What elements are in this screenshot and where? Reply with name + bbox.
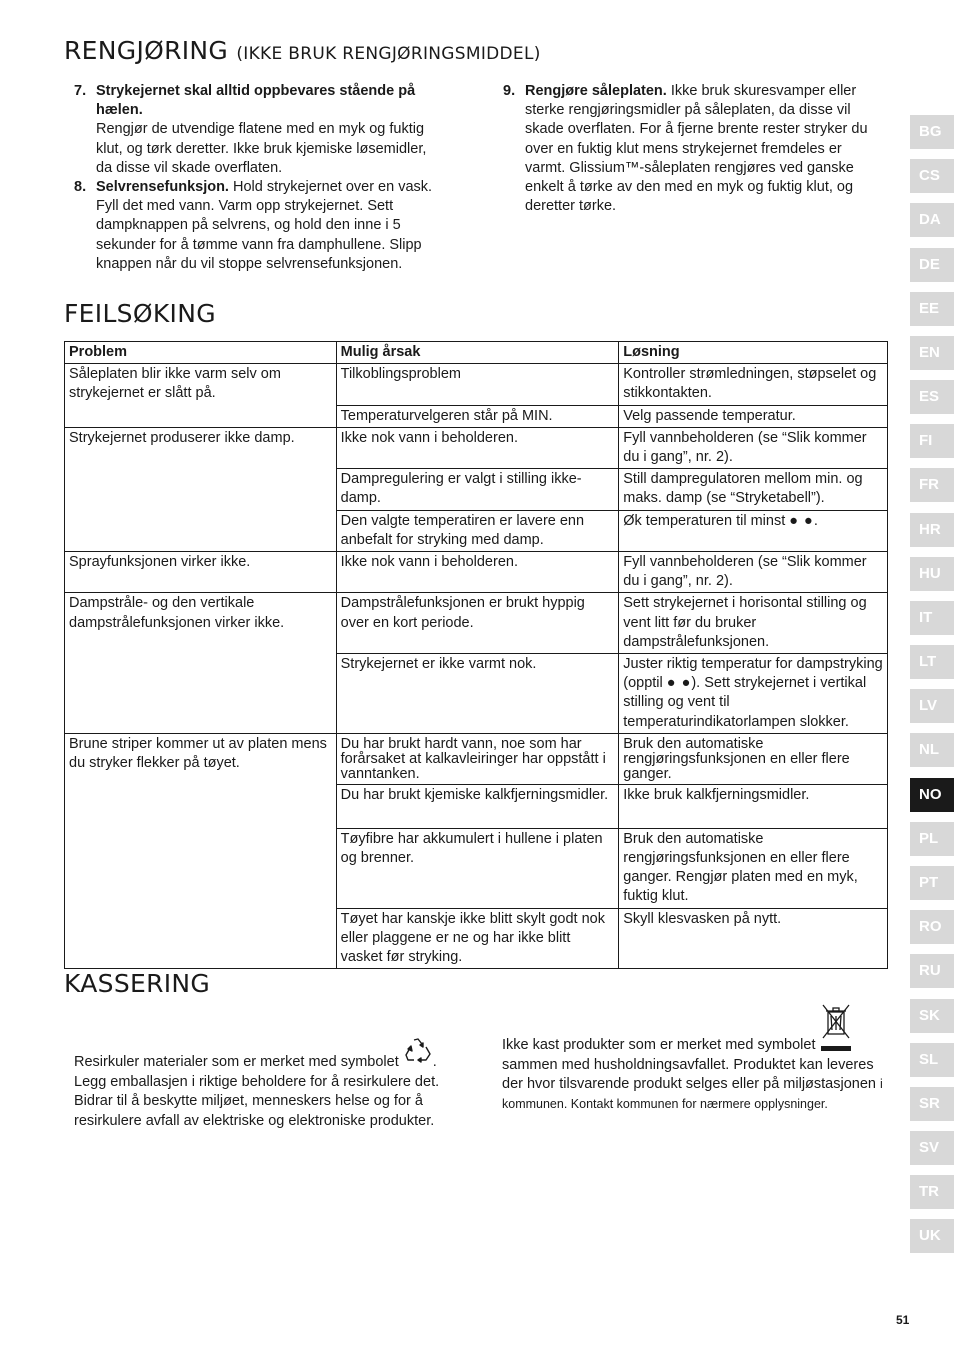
temperature-dots-icon: ● ●: [789, 512, 814, 529]
lang-tab-nl[interactable]: NL: [910, 733, 954, 767]
problem-cell: Brune striper kommer ut av platen mens du stryker flekker på tøyet.: [65, 733, 337, 968]
item-number: 9.: [503, 83, 516, 99]
problem-cell: Sprayfunksjonen virker ikke.: [65, 552, 337, 593]
header-solution: Løsning: [619, 342, 888, 364]
lang-tab-tr[interactable]: TR: [910, 1175, 954, 1209]
lang-tab-lt[interactable]: LT: [910, 645, 954, 679]
cleaning-left-column: [64, 82, 444, 274]
lang-tab-sk[interactable]: SK: [910, 999, 954, 1033]
solution-cell: [619, 510, 888, 551]
temperature-dots-icon: ● ●: [666, 675, 692, 692]
lang-tab-de[interactable]: DE: [910, 248, 954, 282]
lang-tab-it[interactable]: IT: [910, 601, 954, 635]
solution-cell: Ikke bruk kalkfjerningsmidler.: [619, 784, 888, 828]
solution-cell: Still dampregulatoren mellom min. og maks. damp (se “Stryketabell”).: [619, 469, 888, 510]
table-row: [65, 733, 888, 784]
disposal-left-b: . Legg emballasjen i riktige beholdere for å resirkulere det. Bidrar til å beskytte miljøet, menneskers helse og for å resirkulere avfall av elektriske og elektroniske produkter.: [74, 1054, 440, 1129]
lang-tab-ee[interactable]: EE: [910, 292, 954, 326]
item-text: Ikke bruk skuresvamper eller sterke rengjøringsmidler på såleplaten, da disse vil skade overflaten. For å fjerne brente rester stryker du over en fuktig klut mens strykejernet fremdeles er varmt. Glissium™-såleplaten rengjøres ved ganske enkelt å tørke av den med en myk og fuktig klut, og deretter tørke.: [525, 83, 868, 215]
solution-cell: Kontroller strømledningen, støpselet og stikkontakten.: [619, 364, 888, 405]
cause-cell: Du har brukt hardt vann, noe som har forårsaket at kalkavleiringer har oppstått i vanntanken.: [336, 733, 619, 784]
solution-end: .: [813, 512, 818, 529]
solution-cell: Fyll vannbeholderen (se “Slik kommer du i gang”, nr. 2).: [619, 552, 888, 593]
item-number: 7.: [74, 83, 87, 99]
lang-tab-ru[interactable]: RU: [910, 954, 954, 988]
solution-text: Øk temperaturen til minst: [623, 512, 786, 529]
table-row: [65, 364, 888, 405]
lang-tab-hu[interactable]: HU: [910, 557, 954, 591]
cleaning-subtitle: (IKKE BRUK RENGJØRINGSMIDDEL): [236, 44, 541, 64]
disposal-left-text: [74, 1036, 464, 1131]
cause-cell: Tilkoblingsproblem: [336, 364, 619, 405]
lang-tab-es[interactable]: ES: [910, 380, 954, 414]
item-number: 8.: [74, 179, 87, 196]
crossed-out-bin-icon: [820, 1040, 850, 1056]
lang-tab-uk[interactable]: UK: [910, 1219, 954, 1253]
solution-cell: Bruk den automatiske rengjøringsfunksjonen en eller flere ganger. Rengjør platen med en myk, fuktig klut.: [619, 828, 888, 908]
disposal-right-a: Ikke kast produkter som er merket med symbolet: [502, 1037, 816, 1053]
table-row: [65, 593, 888, 654]
cause-cell: Tøyet har kanskje ikke blitt skylt godt nok eller plaggene er ne og har ikke blitt vasket før stryking.: [336, 908, 619, 969]
lang-tab-sr[interactable]: SR: [910, 1087, 954, 1121]
solution-cell: Fyll vannbeholderen (se “Slik kommer du i gang”, nr. 2).: [619, 427, 888, 468]
solution-cell: Skyll klesvasken på nytt.: [619, 908, 888, 969]
solution-text: Juster riktig temperatur for dampstryking (opptil: [623, 656, 883, 692]
header-cause: Mulig årsak: [336, 342, 619, 364]
disposal-right-b: sammen med husholdningsavfallet. Produktet kan leveres der hvor tilsvarende produkt selges eller på miljøstasjonen: [502, 1056, 876, 1093]
item-bold-text: Strykejernet skal alltid oppbevares stående på hælen.: [96, 83, 416, 119]
item-text: Hold strykejernet over en vask. Fyll det med vann. Varm opp strykejernet. Sett dampknappen på selvrens, og hold den inne i 5 sekunder for å tømme vann fra damphullene. Slipp knappen når du vil stoppe selvrensefunksjonen.: [96, 179, 433, 272]
cause-cell: Du har brukt kjemiske kalkfjerningsmidler.: [336, 784, 619, 828]
lang-tab-fr[interactable]: FR: [910, 468, 954, 502]
cleaning-item-8: [64, 178, 444, 274]
cause-cell: Dampregulering er valgt i stilling ikke-damp.: [336, 469, 619, 510]
troubleshooting-table: [64, 341, 888, 969]
cleaning-heading: [64, 36, 541, 65]
table-row: [65, 427, 888, 468]
disposal-right-small: i kommunen. Kontakt kommunen for nærmere opplysninger.: [502, 1077, 883, 1111]
table-row: [65, 552, 888, 593]
cause-cell: Strykejernet er ikke varmt nok.: [336, 654, 619, 734]
lang-tab-en[interactable]: EN: [910, 336, 954, 370]
lang-tab-bg[interactable]: BG: [910, 115, 954, 149]
header-problem: Problem: [65, 342, 337, 364]
lang-tab-ro[interactable]: RO: [910, 910, 954, 944]
cause-cell: Temperaturvelgeren står på MIN.: [336, 405, 619, 427]
cleaning-item-9: [493, 82, 877, 216]
cause-cell: Ikke nok vann i beholderen.: [336, 552, 619, 593]
solution-cell: [619, 654, 888, 734]
troubleshooting-title: FEILSØKING: [64, 299, 216, 328]
solution-end: ). Sett strykejernet i vertikal stilling og vent til temperaturindikatorlampen slokker.: [623, 675, 867, 730]
lang-tab-sl[interactable]: SL: [910, 1043, 954, 1077]
problem-cell: Såleplaten blir ikke varm selv om strykejernet er slått på.: [65, 364, 337, 428]
cleaning-right-column: [493, 82, 877, 216]
lang-tab-no[interactable]: NO: [910, 778, 954, 812]
lang-tab-da[interactable]: DA: [910, 203, 954, 237]
lang-tab-lv[interactable]: LV: [910, 689, 954, 723]
recycle-icon: [403, 1036, 433, 1073]
solution-cell: Velg passende temperatur.: [619, 405, 888, 427]
table-header-row: [65, 342, 888, 364]
solution-cell: Bruk den automatiske rengjøringsfunksjonen en eller flere ganger.: [619, 733, 888, 784]
solution-cell: Sett strykejernet i horisontal stilling og vent litt før du bruker dampstrålefunksjonen.: [619, 593, 888, 654]
cause-cell: Den valgte temperatiren er lavere enn anbefalt for stryking med damp.: [336, 510, 619, 551]
cleaning-title: RENGJØRING: [64, 36, 229, 65]
cause-cell: Dampstrålefunksjonen er brukt hyppig over en kort periode.: [336, 593, 619, 654]
item-bold-text: Selvrensefunksjon.: [96, 179, 229, 196]
problem-cell: Strykejernet produserer ikke damp.: [65, 427, 337, 551]
lang-tab-pl[interactable]: PL: [910, 822, 954, 856]
lang-tab-fi[interactable]: FI: [910, 424, 954, 458]
cause-cell: Ikke nok vann i beholderen.: [336, 427, 619, 468]
cleaning-item-7: [64, 82, 444, 178]
lang-tab-sv[interactable]: SV: [910, 1131, 954, 1165]
lang-tab-hr[interactable]: HR: [910, 513, 954, 547]
lang-tab-pt[interactable]: PT: [910, 866, 954, 900]
disposal-left-a: Resirkuler materialer som er merket med symbolet: [74, 1054, 399, 1070]
lang-tab-cs[interactable]: CS: [910, 159, 954, 193]
disposal-right-text: [502, 1036, 887, 1114]
disposal-title: KASSERING: [64, 969, 211, 998]
problem-cell: Dampstråle- og den vertikale dampstrålefunksjonen virker ikke.: [65, 593, 337, 733]
item-text: Rengjør de utvendige flatene med en myk og fuktig klut, og tørk deretter. Ikke bruk kjemiske løsemidler, da disse vil skade overflaten.: [96, 121, 427, 176]
cause-cell: Tøyfibre har akkumulert i hullene i platen og brenner.: [336, 828, 619, 908]
page-number: 51: [896, 1313, 910, 1327]
item-bold-text: Rengjøre såleplaten.: [525, 83, 667, 99]
